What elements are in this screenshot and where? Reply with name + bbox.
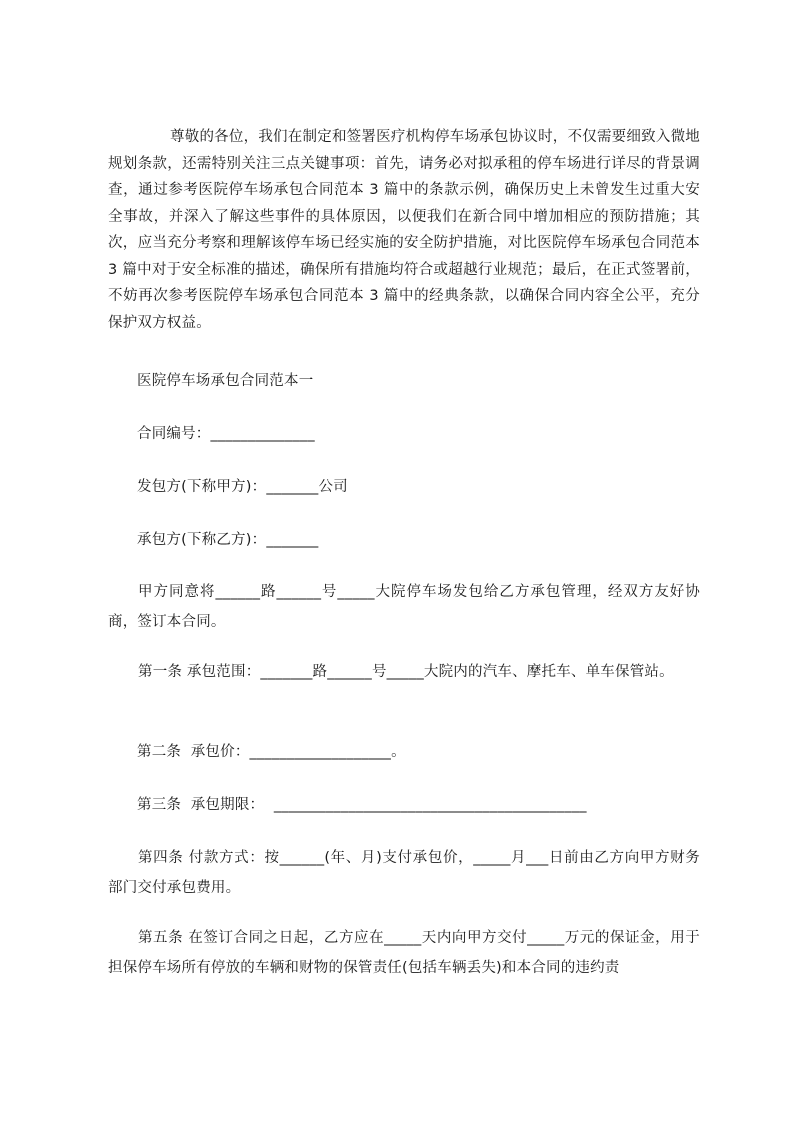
article-5: 第五条 在签订合同之日起，乙方应在_____天内向甲方交付_____万元的保证金，用于担保停车场所有停放的车辆和财物的保管责任(包括车辆丢失)和本合同的违约责 <box>108 930 700 976</box>
party-a-line: 发包方(下称甲方)：_______公司 <box>137 479 348 495</box>
contract-number: 合同编号：______________ <box>137 426 315 442</box>
contract-title: 医院停车场承包合同范本一 <box>137 373 314 389</box>
article-2: 第二条 承包价：___________________。 <box>137 744 406 760</box>
party-b-line: 承包方(下称乙方)：_______ <box>137 532 319 548</box>
intro-paragraph: 尊敬的各位，我们在制定和签署医疗机构停车场承包协议时，不仅需要细致入微地规划条款，还需特别关注三点关键事项：首先，请务必对拟承租的停车场进行详尽的背景调查，通过参考医院停车场承包合同范本 3 篇中的条款示例，确保历史上未曾发生过重大安全事故，并深入了解这些事件的具体原因，以便我们在新合同中增加相应的预防措施；其次，应当充分考察和理解该停车场已经实施的安全防护措施，对比医院停车场承包合同范本 3 篇中对于安全标准的描述，确保所有措施均符合或超越行业规范；最后，在正式签署前，不妨再次参考医院停车场承包合同范本 3 篇中的经典条款，以确保合同内容全公平，充分保护双方权益。 <box>108 129 700 331</box>
agreement-paragraph: 甲方同意将______路______号_____大院停车场发包给乙方承包管理，经双方友好协商，签订本合同。 <box>108 584 700 630</box>
article-1: 第一条 承包范围：_______路______号_____大院内的汽车、摩托车、单车保管站。 <box>138 664 674 680</box>
article-4: 第四条 付款方式：按______(年、月)支付承包价，_____月___日前由乙方向甲方财务 部门交付承包费用。 <box>108 850 700 896</box>
article-3: 第三条 承包期限： __________________________________________ <box>137 797 587 813</box>
